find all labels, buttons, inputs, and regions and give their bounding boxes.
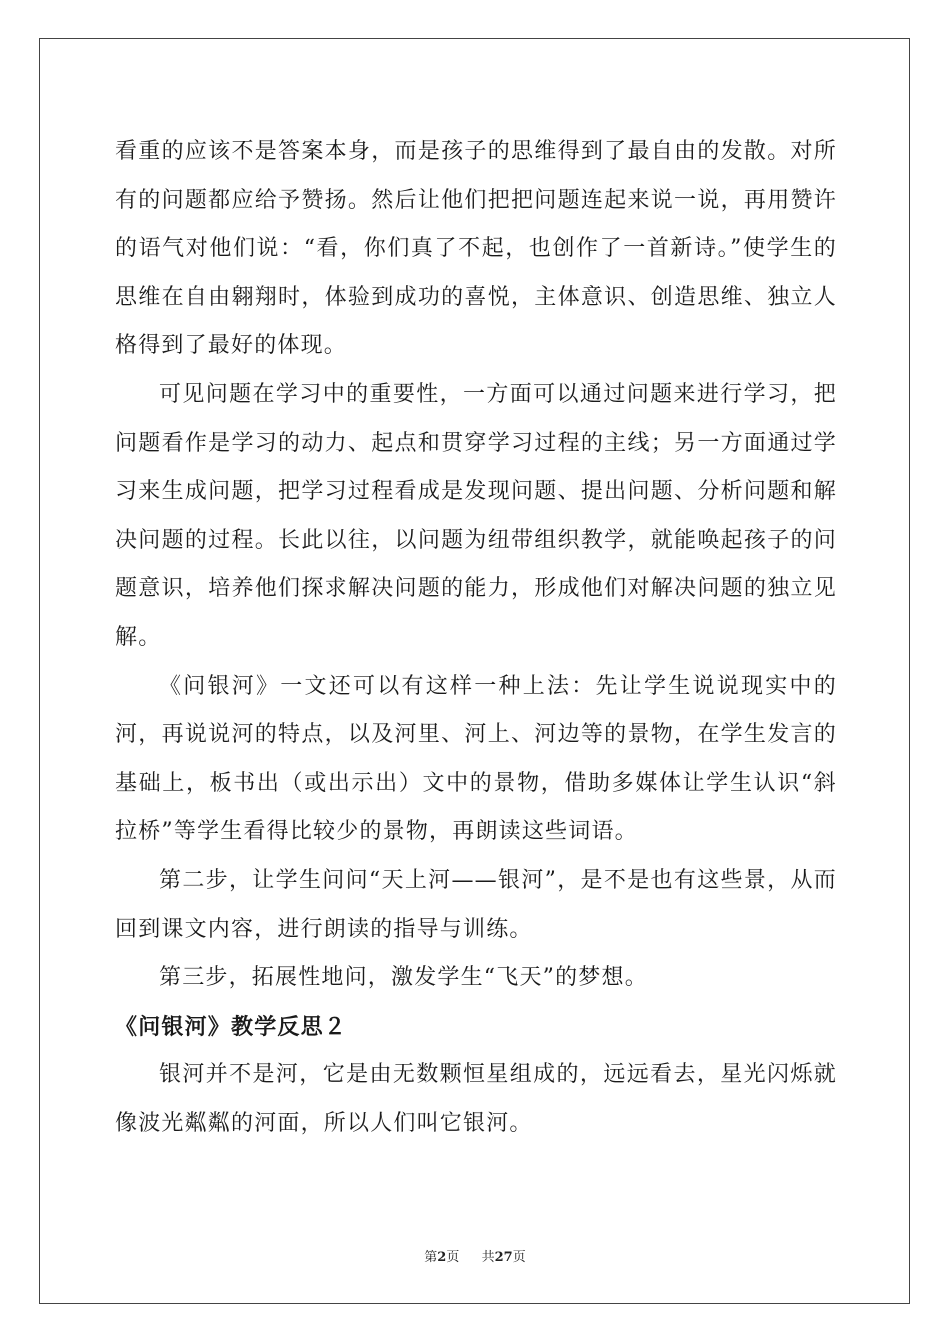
paragraph: 可见问题在学习中的重要性，一方面可以通过问题来进行学习，把问题看作是学习的动力、起点和贯穿学习过程的主线；另一方面通过学习来生成问题，把学习过程看成是发现问题、提出问题、分析问题和解决问题的过程。长此以往，以问题为纽带组织教学，就能唤起孩子的问题意识，培养他们探求解决问题的能力，形成他们对解决问题的独立见解。	[115, 381, 837, 650]
paragraph: 第二步，让学生问问“天上河——银河”，是不是也有这些景，从而回到课文内容，进行朗读的指导与训练。	[115, 867, 837, 942]
page-suffix: 页	[446, 1250, 460, 1265]
total-pages: 27	[494, 1250, 513, 1265]
paragraph: 第三步，拓展性地问，激发学生“飞天”的梦想。	[159, 965, 648, 991]
total-prefix: 共	[481, 1250, 495, 1265]
paragraph: 银河并不是河，它是由无数颗恒星组成的，远远看去，星光闪烁就像波光粼粼的河面，所以人们叫它银河。	[115, 1062, 837, 1136]
page-prefix: 第	[424, 1250, 438, 1265]
paragraph-continuation: 看重的应该不是答案本身，而是孩子的思维得到了最自由的发散。对所有的问题都应给予赞扬。然后让他们把把问题连起来说一说，再用赞许的语气对他们说：“看，你们真了不起，也创作了一首新诗。”使学生的思维在自由翱翔时，体验到成功的喜悦，主体意识、创造思维、独立人格得到了最好的体现。	[115, 139, 837, 359]
page-footer	[0, 1246, 950, 1265]
section-heading: 《问银河》教学反思２	[115, 1013, 348, 1040]
page-number: 2	[437, 1250, 447, 1265]
total-suffix: 页	[512, 1250, 526, 1265]
document-body	[115, 128, 837, 1148]
paragraph: 《问银河》一文还可以有这样一种上法：先让学生说说现实中的河，再说说河的特点，以及河里、河上、河边等的景物，在学生发言的基础上，板书出（或出示出）文中的景物，借助多媒体让学生认识“斜拉桥”等学生看得比较少的景物，再朗读这些词语。	[115, 673, 837, 845]
